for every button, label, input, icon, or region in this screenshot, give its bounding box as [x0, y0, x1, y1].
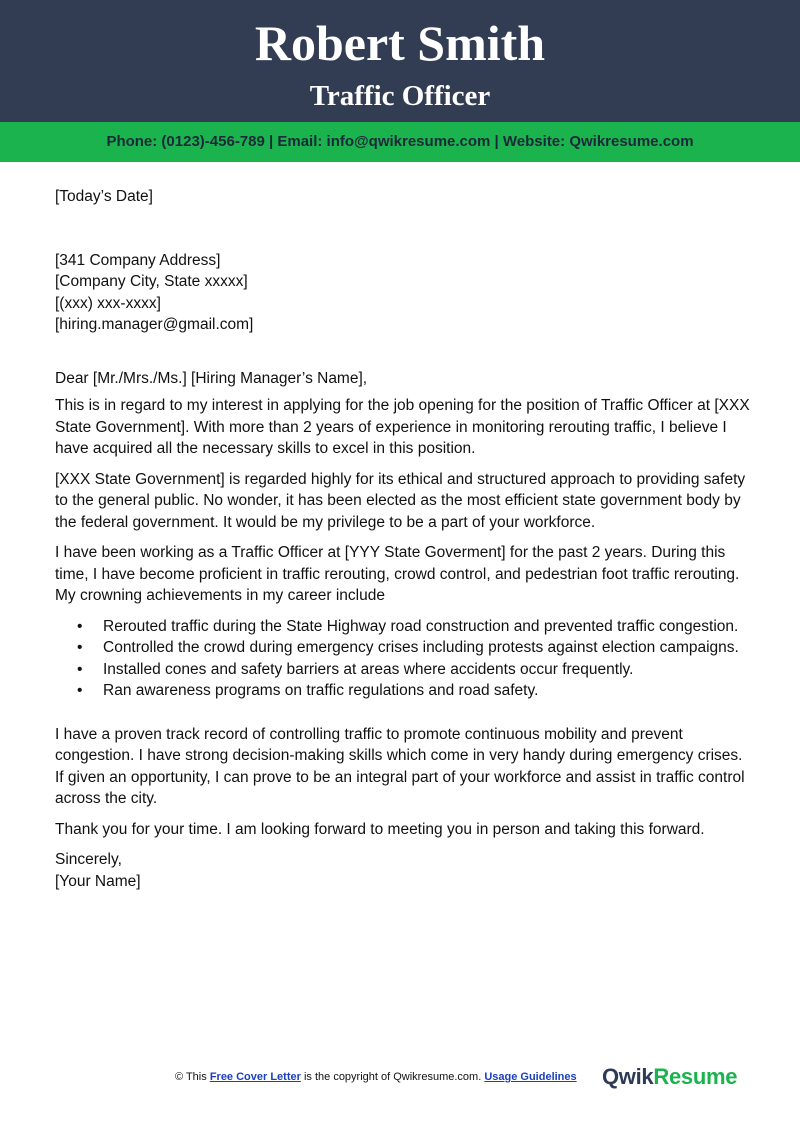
salutation: Dear [Mr./Mrs./Ms.] [Hiring Manager’s Name], [55, 369, 368, 387]
list-item: • Controlled the crowd during emergency crises including protests against election campaigns. [103, 637, 755, 659]
copyright-middle: is the copyright of Qwikresume.com. [303, 1071, 482, 1083]
copyright-prefix: © This [175, 1071, 207, 1083]
logo-resume: Resume [653, 1064, 738, 1089]
paragraph-thanks: Thank you for your time. I am looking forward to meeting you in person and taking this forward. [55, 820, 705, 838]
achievements-list [55, 616, 755, 702]
address-line: [Company City, State xxxxx] [55, 273, 248, 290]
recipient-address [55, 250, 755, 336]
list-item: • Rerouted traffic during the State Highway road construction and prevented traffic congestion. [103, 616, 755, 638]
address-line: [341 Company Address] [55, 251, 221, 269]
copyright-note [175, 1071, 577, 1083]
logo-qwik: Qwik [602, 1064, 654, 1089]
list-item: • Ran awareness programs on traffic regulations and road safety. [103, 680, 755, 702]
paragraph-company: [XXX State Government] is regarded highly for its ethical and structured approach to providing safety to the general public. No wonder, it has been elected as the most efficient state government body by the federal government. It would be my privilege to be a part of your workforce. [55, 470, 746, 531]
header-banner [0, 0, 800, 122]
letter-date: [Today’s Date] [55, 188, 153, 205]
address-line: [hiring.manager@gmail.com] [55, 316, 254, 333]
free-cover-letter-link[interactable]: Free Cover Letter [209, 1071, 301, 1083]
paragraph-track-record: I have a proven track record of controlling traffic to promote continuous mobility and prevent congestion. I have strong decision-making skills which come in very handy during emergency crises. If given an opportunity, I can prove to be an integral part of your workforce and assist in traffic control across the city. [55, 725, 745, 807]
letter-body [55, 186, 755, 892]
contact-bar: Phone: (0123)-456-789 | Email: info@qwikresume.com | Website: Qwikresume.com [0, 122, 800, 162]
usage-guidelines-link[interactable]: Usage Guidelines [484, 1071, 577, 1083]
address-line: [(xxx) xxx-xxxx] [55, 294, 161, 312]
paragraph-experience: I have been working as a Traffic Officer at [YYY State Goverment] for the past 2 years. During this time, I have become proficient in traffic rerouting, crowd control, and pedestrian foot traffic rerouting. My crowning achievements in my career include [55, 544, 740, 604]
job-title: Traffic Officer [309, 80, 491, 112]
signoff: Sincerely, [55, 851, 122, 868]
qwikresume-logo[interactable] [602, 1064, 737, 1090]
footer [0, 1060, 800, 1100]
applicant-name: Robert Smith [254, 15, 546, 71]
signature-block [55, 849, 755, 892]
paragraph-intro: This is in regard to my interest in applying for the job opening for the position of Traffic Officer at [XXX State Government]. With more than 2 years of experience in monitoring rerouting traffic, I believe I have acquired all the necessary skills to excel in this position. [55, 397, 750, 457]
list-item: • Installed cones and safety barriers at areas where accidents occur frequently. [103, 659, 755, 681]
signature-name: [Your Name] [55, 872, 141, 890]
